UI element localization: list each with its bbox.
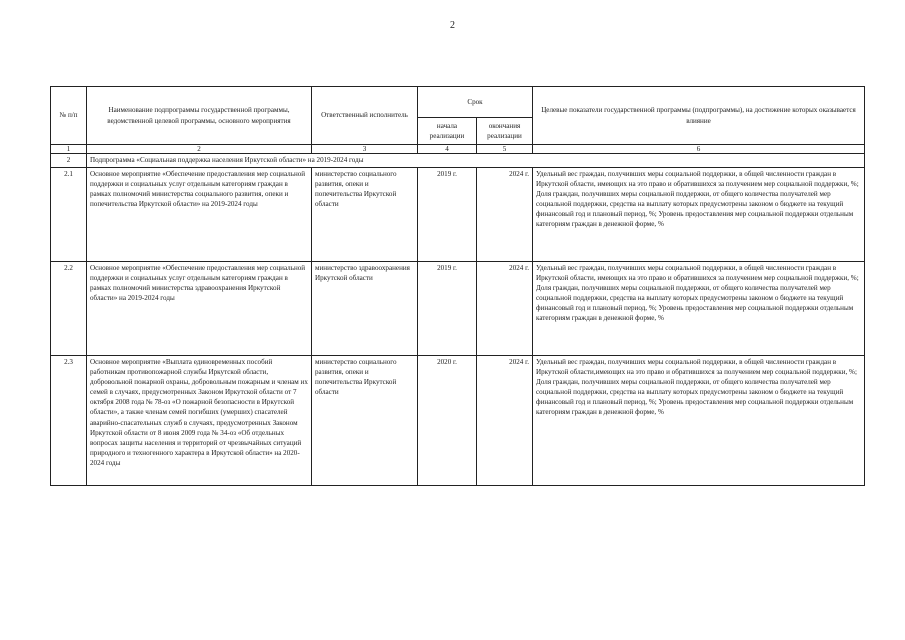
row-responsible: министерство социального развития, опеки и попечительства Иркутской области: [312, 168, 418, 262]
program-table: [50, 86, 865, 486]
row-name: Основное мероприятие «Выплата единовременных пособий работникам противопожарной службы Иркутской области, добровольной пожарной охраны, добровольным пожарным и членам их семей в случаях, предусмотренных Законом Иркутской области от 7 октября 2008 года № 78-оз «О пожарной безопасности в Иркутской области», а также членам семей погибших (умерших) спасателей аварийно-спасательных служб в случаях, предусмотренных Законом Иркутской области от 8 июня 2009 года № 34-оз «Об отдельных вопросах защиты населения и территорий от чрезвычайных ситуаций природного и техногенного характера в Иркутской области» на 2020-2024 годы: [87, 356, 312, 486]
row-num: 2.3: [51, 356, 87, 486]
page-number: 2: [450, 20, 455, 31]
col-index: 3: [312, 145, 418, 154]
row-responsible: министерство социального развития, опеки и попечительства Иркутской области: [312, 356, 418, 486]
row-name: Основное мероприятие «Обеспечение предоставления мер социальной поддержки и социальных услуг отдельным категориям граждан в рамках полномочий министерства здравоохранения Иркутской области» на 2019-2024 годы: [87, 262, 312, 356]
header-end: окончания реализации: [477, 118, 533, 145]
row-indicators: Удельный вес граждан, получивших меры социальной поддержки, в общей численности граждан в Иркутской области,имеющих на это право и обратившихся за получением мер социальной поддержки, %; Доля граждан, получивших меры социальной поддержки, от общего количества получателей мер социальной поддержки, средства на выплату которых предусмотрены законом о бюджете на текущий финансовый год и плановый период, %; Уровень предоставления мер социальной поддержки отдельным категориям граждан в денежной форме, %: [533, 356, 865, 486]
row-start: 2019 г.: [418, 168, 477, 262]
table-row: [51, 262, 865, 356]
col-index: 6: [533, 145, 865, 154]
row-end: 2024 г.: [477, 356, 533, 486]
subprogram-title: Подпрограмма «Социальная поддержка населения Иркутской области» на 2019-2024 годы: [87, 154, 865, 168]
col-index: 4: [418, 145, 477, 154]
subprogram-row: [51, 154, 865, 168]
header-num: № п/п: [51, 87, 87, 145]
row-indicators: Удельный вес граждан, получивших меры социальной поддержки, в общей численности граждан в Иркутской области, имеющих на это право и обратившихся за получением мер социальной поддержки, %; Доля граждан, получивших меры социальной поддержки, от общего количества получателей мер социальной поддержки, средства на выплату которых предусмотрены законом о бюджете на текущий финансовый год и плановый период, %; Уровень предоставления мер социальной поддержки отдельным категориям граждан в денежной форме, %: [533, 168, 865, 262]
column-index-row: [51, 145, 865, 154]
row-name: Основное мероприятие «Обеспечение предоставления мер социальной поддержки и социальных услуг отдельным категориям граждан в рамках полномочий министерства социального развития, опеки и попечительства Иркутской области» на 2019-2024 годы: [87, 168, 312, 262]
row-start: 2019 г.: [418, 262, 477, 356]
table-row: [51, 168, 865, 262]
header-indicators: Целевые показатели государственной программы (подпрограммы), на достижение которых оказывается влияние: [533, 87, 865, 145]
subprogram-num: 2: [51, 154, 87, 168]
col-index: 1: [51, 145, 87, 154]
col-index: 5: [477, 145, 533, 154]
row-start: 2020 г.: [418, 356, 477, 486]
header-start: начала реализации: [418, 118, 477, 145]
header-term: Срок: [418, 87, 533, 118]
header-responsible: Ответственный исполнитель: [312, 87, 418, 145]
header-row: [51, 87, 865, 118]
row-responsible: министерство здравоохранения Иркутской области: [312, 262, 418, 356]
table-row: [51, 356, 865, 486]
row-num: 2.2: [51, 262, 87, 356]
header-name: Наименование подпрограммы государственной программы, ведомственной целевой программы, основного мероприятия: [87, 87, 312, 145]
col-index: 2: [87, 145, 312, 154]
row-indicators: Удельный вес граждан, получивших меры социальной поддержки, в общей численности граждан в Иркутской области, имеющих на это право и обратившихся за получением мер социальной поддержки, %; Доля граждан, получивших меры социальной поддержки, от общего количества получателей мер социальной поддержки, средства на выплату которых предусмотрены законом о бюджете на текущий финансовый год и плановый период, %; Уровень предоставления мер социальной поддержки отдельным категориям граждан в денежной форме, %: [533, 262, 865, 356]
row-end: 2024 г.: [477, 262, 533, 356]
row-num: 2.1: [51, 168, 87, 262]
row-end: 2024 г.: [477, 168, 533, 262]
